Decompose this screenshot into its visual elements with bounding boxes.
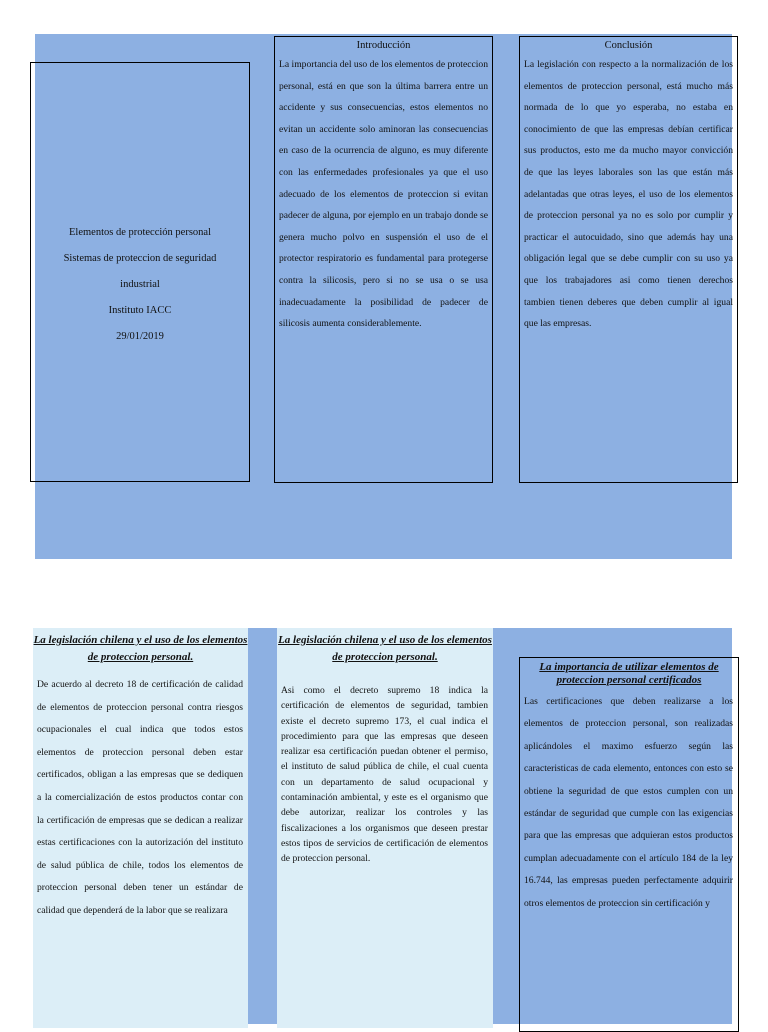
importance-panel <box>519 657 739 1032</box>
importance-text: Las certificaciones que deben realizarse a los elementos de proteccion personal, son realizadas aplicándoles el maximo esfuerzo según las caracteristicas de cada elemento, entonces con esto se obtiene la seguridad de que estos cumplen con un estándar de seguridad que cumple con las exigencias para que las empresas que adquieran estos productos cumplan adecuadamente con el artículo 184 de la ley 16.744, las empresas pueden perfectamente adquirir otros elementos de proteccion sin certificación y <box>524 696 733 909</box>
cover-panel <box>30 62 250 482</box>
introduction-panel <box>274 36 493 483</box>
legislation-panel-2 <box>277 628 493 1028</box>
legislation-1-heading: La legislación chilena y el uso de los elementos de proteccion personal. <box>33 634 248 663</box>
conclusion-text: La legislación con respecto a la normalización de los elementos de proteccion personal, está mucho más normada de lo que yo esperaba, no estaba en conocimiento de que las empresas debían certificar sus productos, esto me da mucho mayor convicción de que las leyes laborales son las que están más adelantadas que otras leyes, el uso de los elementos de proteccion personal ya no es solo por cumplir y practicar el autocuidado, sino que además hay una obligación legal que se debe cumplir con su uso ya que los trabajadores asi como tienen derechos tambien tienen deberes que deben cumplir al igual que las empresas. <box>524 59 733 330</box>
legislation-1-text: De acuerdo al decreto 18 de certificación de calidad de elementos de proteccion personal contra riesgos ocupacionales el cual indica que todos estos elementos de proteccion personal deben estar certificados, obligan a las empresas que se dediquen a la comercialización de estos productos contar con la certificación de empresas que se dedican a realizar estas certificaciones con la autorización del instituto de salud pública de chile, todos los elementos de proteccion personal deben tener un estándar de calidad que dependerá de la labor que se realizara <box>37 679 243 916</box>
conclusion-heading: Conclusión <box>604 40 653 51</box>
course-name-cont: industrial <box>120 279 160 290</box>
course-name: Sistemas de proteccion de seguridad <box>63 253 217 264</box>
conclusion-panel <box>519 36 738 483</box>
date: 29/01/2019 <box>116 331 164 342</box>
introduction-text: La importancia del uso de los elementos de proteccion personal, está en que son la última barrera entre un accidente y sus consecuencias, estos elementos no evitan un accidente solo aminoran las consecuencias en caso de la ocurrencia de alguno, es muy diferente con las enfermedades profesionales ya que el uso adecuado de los elementos de proteccion si evitan padecer de alguna, por ejemplo en un trabajo donde se genera mucho polvo en suspensión el uso de el protector respiratorio es fundamental para protegerse contra la silicosis, pero si no se usa o se usa inadecuadamente la posibilidad de padecer de silicosis aumenta considerablemente. <box>279 59 488 330</box>
importance-heading: La importancia de utilizar elementos de proteccion personal certificados <box>539 661 719 686</box>
legislation-2-text: Asi como el decreto supremo 18 indica la certificación de elementos de seguridad, tambien existe el decreto supremo 173, el cual indica el procedimiento para que las empresas que deseen realizar esa certificación puedan obtener el permiso, el instituto de salud pública de chile, el cual cuenta con un departamento de salud ocupacional y contaminación ambiental, y este es el organismo que debe autorizar, realizar los controles y las fiscalizaciones a los organismos que deseen prestar estos tipos de servicios de certificación de elementos de proteccion personal. <box>281 685 488 865</box>
introduction-heading: Introducción <box>356 40 411 51</box>
institution: Instituto IACC <box>108 305 172 316</box>
document-title: Elementos de protección personal <box>69 227 211 238</box>
cover-title-block <box>31 220 249 350</box>
legislation-2-heading: La legislación chilena y el uso de los elementos de proteccion personal. <box>278 634 492 663</box>
legislation-panel-1 <box>33 628 248 1028</box>
